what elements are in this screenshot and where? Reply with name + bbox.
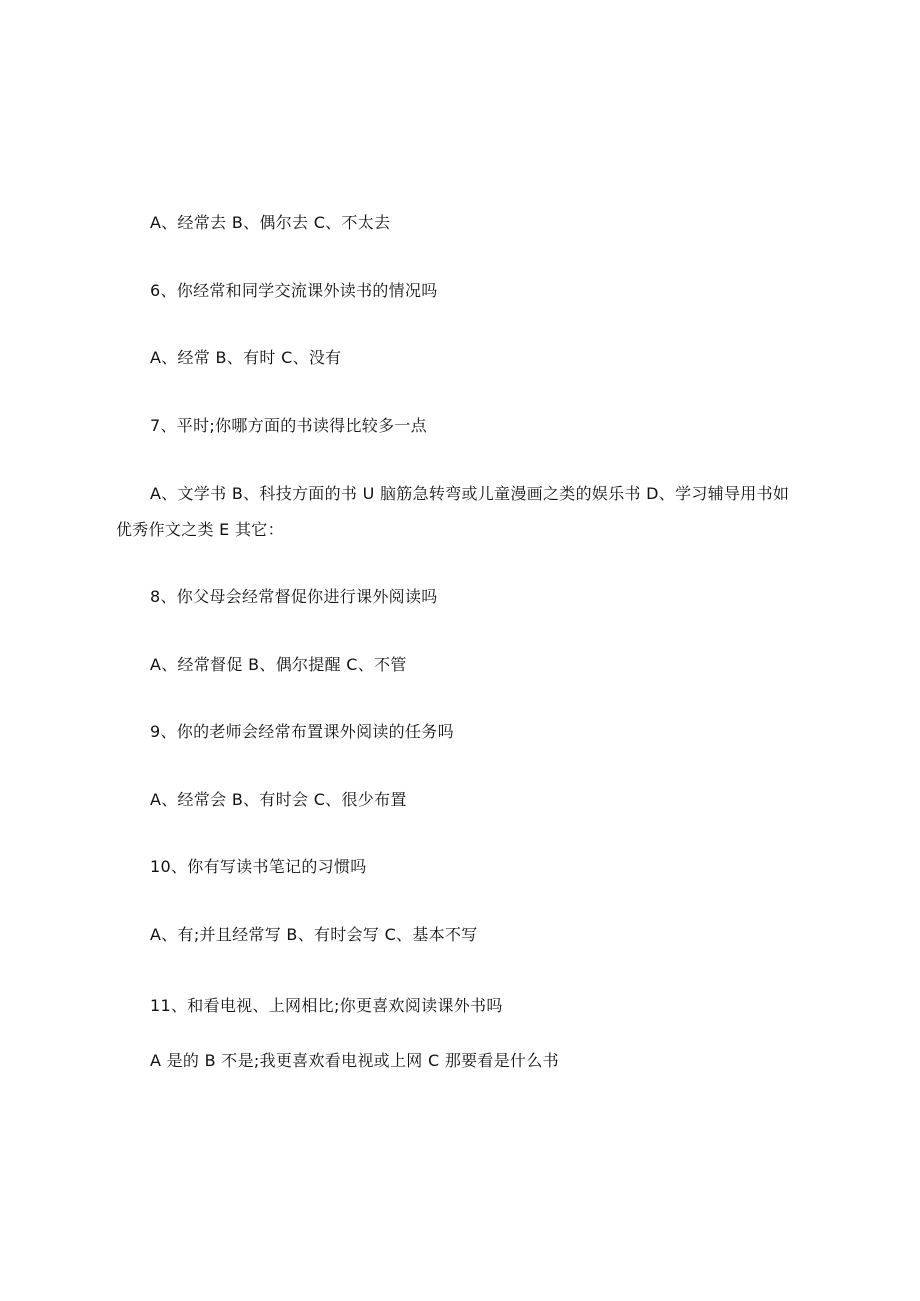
q6-answer-options: A、经常 B、有时 C、没有: [150, 348, 342, 367]
q5-answer-options: A、经常去 B、偶尔去 C、不太去: [150, 213, 391, 232]
q8-answer-options: A、经常督促 B、偶尔提醒 C、不管: [150, 655, 407, 674]
question-10: 10、你有写读书笔记的习惯吗: [150, 857, 367, 876]
q7-answer-options-continued: 优秀作文之类 E 其它：: [116, 520, 284, 539]
q10-answer-options: A、有;并且经常写 B、有时会写 C、基本不写: [150, 925, 478, 944]
q7-answer-options: A、文学书 B、科技方面的书 U 脑筋急转弯或儿童漫画之类的娱乐书 D、学习辅导用书如: [150, 484, 790, 503]
question-9: 9、你的老师会经常布置课外阅读的任务吗: [150, 722, 454, 741]
question-7: 7、平时;你哪方面的书读得比较多一点: [150, 416, 427, 435]
q9-answer-options: A、经常会 B、有时会 C、很少布置: [150, 790, 407, 809]
question-11: 11、和看电视、上网相比;你更喜欢阅读课外书吗: [150, 996, 503, 1015]
q11-answer-options: A 是的 B 不是;我更喜欢看电视或上网 C 那要看是什么书: [150, 1051, 559, 1070]
question-8: 8、你父母会经常督促你进行课外阅读吗: [150, 587, 438, 606]
question-6: 6、你经常和同学交流课外读书的情况吗: [150, 281, 438, 300]
